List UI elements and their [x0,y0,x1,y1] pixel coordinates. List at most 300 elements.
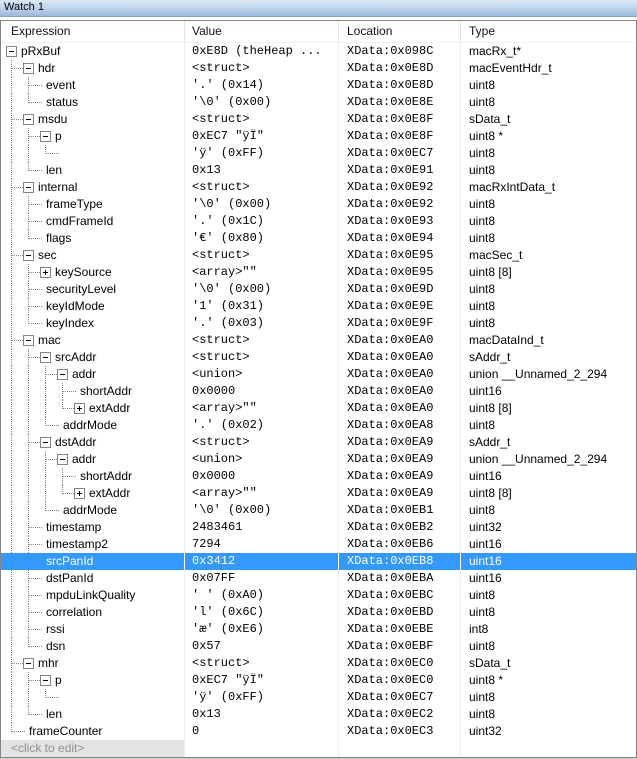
type-cell: uint8 [469,146,496,160]
tree-guide-line [11,451,12,468]
value-cell[interactable]: <struct> [185,60,339,77]
expression-label: addrMode [63,418,118,432]
expression-cell[interactable] [1,213,185,230]
value-cell[interactable]: '€' (0x80) [185,230,339,247]
expression-cell[interactable] [1,400,185,417]
location-cell: XData:0x0EA0 [339,400,461,417]
location-cell: XData:0x0E9D [339,281,461,298]
tree-guide-stub [29,238,42,239]
type-cell: uint8 [469,78,496,92]
watch-row-internal[interactable] [1,179,636,196]
expression-label: keySource [55,265,112,279]
expression-cell[interactable] [1,655,185,672]
watch-row-timestamp2[interactable] [1,536,636,553]
value-cell[interactable]: '\0' (0x00) [185,94,339,111]
collapse-minus-icon[interactable] [23,182,34,193]
expression-cell[interactable] [1,536,185,553]
watch-row-sec[interactable] [1,247,636,264]
tree-guide-line [11,689,12,706]
expression-cell[interactable] [1,468,185,485]
tree-guide-line [28,485,29,502]
type-cell: uint32 [469,724,502,738]
tree-guide-line [11,587,12,604]
expression-cell[interactable] [1,281,185,298]
tree-guide-stub [29,170,42,171]
location-cell: XData:0x0E9F [339,315,461,332]
location-cell: XData:0x0EC7 [339,145,461,162]
watch-row-pRxBuf[interactable] [1,43,636,60]
watch-row-msdu[interactable] [1,111,636,128]
location-cell: XData:0x0EB1 [339,502,461,519]
type-cell: uint8 [469,95,496,109]
type-cell: sAddr_t [469,350,511,364]
watch-row-dsn[interactable] [1,638,636,655]
type-cell: uint8 * [469,129,504,143]
value-cell[interactable]: '\0' (0x00) [185,281,339,298]
expression-cell[interactable] [1,689,185,706]
watch-row-addrMode[interactable] [1,417,636,434]
expression-cell[interactable] [1,706,185,723]
value-cell[interactable]: 0xE8D (theHeap ... [185,43,339,60]
value-cell[interactable]: 0xEC7 "ÿÏ" [185,128,339,145]
value-cell[interactable]: 0x57 [185,638,339,655]
tree-guide-stub [29,221,42,222]
collapse-minus-icon[interactable] [23,63,34,74]
value-cell[interactable]: <struct> [185,111,339,128]
tree-guide-line [11,672,12,689]
expression-label: dstAddr [55,435,97,449]
tree-guide-stub [12,731,25,732]
expression-cell[interactable] [1,332,185,349]
tree-guide-line [11,196,12,213]
tree-guide-stub [29,204,42,205]
watch-panel [0,20,637,758]
location-cell: XData:0x0E92 [339,179,461,196]
value-cell[interactable]: 0x0000 [185,383,339,400]
watch-row-keyIndex[interactable] [1,315,636,332]
type-cell: uint8 [469,639,496,653]
expression-cell[interactable] [1,111,185,128]
expression-cell[interactable] [1,145,185,162]
value-cell[interactable]: 0xEC7 "ÿÏ" [185,672,339,689]
location-cell: XData:0x0EC0 [339,655,461,672]
value-cell[interactable]: '.' (0x03) [185,315,339,332]
watch-row-len[interactable] [1,706,636,723]
watch-row-mac[interactable] [1,332,636,349]
expression-cell[interactable] [1,247,185,264]
expand-plus-icon[interactable] [74,403,85,414]
expression-cell[interactable] [1,502,185,519]
watch-row-deref[interactable] [1,145,636,162]
tree-guide-stub [29,323,42,324]
column-header-type[interactable]: Type [461,21,636,43]
type-cell: macRxIntData_t [469,180,556,194]
location-cell: XData:0x0EBF [339,638,461,655]
watch-row-addrMode[interactable] [1,502,636,519]
location-cell: XData:0x0E94 [339,230,461,247]
location-cell: XData:0x0EBC [339,587,461,604]
location-cell: XData:0x0E8D [339,60,461,77]
watch-window-titlebar[interactable] [0,0,637,17]
value-cell[interactable]: '.' (0x02) [185,417,339,434]
location-cell: XData:0x0EBE [339,621,461,638]
watch-row-rssi[interactable] [1,621,636,638]
location-cell: XData:0x0EBD [339,604,461,621]
expression-label: timestamp [46,520,102,534]
value-cell[interactable]: <array>"" [185,400,339,417]
value-cell[interactable]: 0x13 [185,706,339,723]
column-header-row [1,21,636,43]
value-cell[interactable]: <struct> [185,179,339,196]
location-cell: XData:0x0EA0 [339,366,461,383]
value-cell[interactable]: '.' (0x14) [185,77,339,94]
watch-row-status[interactable] [1,94,636,111]
tree-guide-line [11,417,12,434]
expression-label: pRxBuf [21,44,61,58]
tree-guide-stub [29,527,42,528]
value-cell[interactable]: 0x07FF [185,570,339,587]
expression-label: srcAddr [55,350,97,364]
type-cell: uint16 [469,384,502,398]
type-cell: uint8 [469,503,496,517]
watch-row-dstAddr[interactable] [1,434,636,451]
watch-row-mpduLinkQuality[interactable] [1,587,636,604]
value-cell[interactable]: 0x13 [185,162,339,179]
watch-row-deref[interactable] [1,689,636,706]
tree-guide-line [11,349,12,366]
type-cell: uint32 [469,520,502,534]
watch-row-shortAddr[interactable] [1,468,636,485]
tree-guide-line [11,519,12,536]
tree-guide-line [11,468,12,485]
expression-label: timestamp2 [46,537,109,551]
tree-guide-line [11,383,12,400]
watch-row-event[interactable] [1,77,636,94]
tree-guide-line [28,383,29,400]
value-cell[interactable]: '1' (0x31) [185,298,339,315]
expression-label: dsn [46,639,66,653]
watch-row-keyIdMode[interactable] [1,298,636,315]
value-cell[interactable]: ' ' (0xA0) [185,587,339,604]
collapse-minus-icon[interactable] [23,658,34,669]
value-cell[interactable]: 'ÿ' (0xFF) [185,145,339,162]
expression-label: rssi [46,622,65,636]
collapse-minus-icon[interactable] [23,250,34,261]
tree-guide-line [11,230,12,247]
value-cell[interactable]: <union> [185,366,339,383]
type-cell: sAddr_t [469,435,511,449]
type-cell: uint8 [469,282,496,296]
expression-cell[interactable] [1,672,185,689]
watch-row-extAddr[interactable] [1,485,636,502]
expression-cell[interactable] [1,196,185,213]
expression-cell[interactable] [1,451,185,468]
type-cell: uint8 [469,418,496,432]
expression-label: p [55,673,62,687]
tree-guide-line [11,706,12,723]
expression-label: flags [46,231,72,245]
column-header-value[interactable]: Value [185,21,339,43]
expression-cell[interactable] [1,128,185,145]
watch-row-addr[interactable] [1,451,636,468]
location-cell: XData:0x0EA9 [339,485,461,502]
tree-guide-stub [29,612,42,613]
type-cell: uint8 [8] [469,265,512,279]
type-cell: uint8 [469,231,496,245]
tree-guide-line [11,94,12,111]
expression-cell[interactable] [1,638,185,655]
collapse-minus-icon[interactable] [23,335,34,346]
expression-cell[interactable] [1,298,185,315]
location-cell: XData:0x0EA0 [339,332,461,349]
type-cell: uint8 [469,316,496,330]
expand-plus-icon[interactable] [40,267,51,278]
value-cell[interactable] [185,740,339,757]
expression-cell[interactable] [1,43,185,60]
type-cell: uint8 [469,605,496,619]
location-cell: XData:0x0EB2 [339,519,461,536]
location-cell: XData:0x0E8F [339,128,461,145]
tree-guide-line [11,502,12,519]
watch-window-title: Watch 1 [4,1,44,13]
new-watch-entry-row[interactable] [1,740,636,757]
expression-cell[interactable] [1,383,185,400]
type-cell: uint8 [469,588,496,602]
type-cell: int8 [469,622,489,636]
value-cell[interactable]: <array>"" [185,485,339,502]
value-cell[interactable]: '.' (0x1C) [185,213,339,230]
type-cell: macDataInd_t [469,333,544,347]
watch-row-shortAddr[interactable] [1,383,636,400]
expression-label: extAddr [89,401,131,415]
column-header-expression[interactable]: Expression [1,21,185,43]
value-cell[interactable]: <union> [185,451,339,468]
tree-guide-line [11,485,12,502]
collapse-minus-icon[interactable] [6,46,17,57]
collapse-minus-icon[interactable] [40,352,51,363]
expression-cell[interactable] [1,604,185,621]
tree-guide-line [28,145,29,162]
expression-label: shortAddr [80,469,133,483]
location-cell: XData:0x0E92 [339,196,461,213]
location-cell: XData:0x0E8E [339,94,461,111]
column-header-location[interactable]: Location [339,21,461,43]
expression-cell[interactable] [1,740,185,757]
type-cell: uint16 [469,571,502,585]
value-cell[interactable]: <struct> [185,332,339,349]
tree-guide-line [11,621,12,638]
location-cell: XData:0x0E95 [339,264,461,281]
expression-cell[interactable] [1,315,185,332]
location-cell: XData:0x0EBA [339,570,461,587]
type-cell: macRx_t* [469,44,522,58]
tree-guide-line [11,366,12,383]
location-cell: XData:0x0EC2 [339,706,461,723]
tree-guide-line [11,213,12,230]
expression-label: addrMode [63,503,118,517]
watch-row-flags[interactable] [1,230,636,247]
watch-row-addr[interactable] [1,366,636,383]
watch-row-len[interactable] [1,162,636,179]
expression-label: correlation [46,605,103,619]
watch-row-dstPanId[interactable] [1,570,636,587]
value-cell[interactable]: 0x3412 [185,553,339,570]
location-cell: XData:0x0E93 [339,213,461,230]
watch-row-srcAddr[interactable] [1,349,636,366]
value-cell[interactable]: <struct> [185,247,339,264]
expression-cell[interactable] [1,570,185,587]
watch-row-p[interactable] [1,672,636,689]
value-cell[interactable]: 7294 [185,536,339,553]
type-cell: uint16 [469,469,502,483]
expression-label: internal [38,180,78,194]
expression-cell[interactable] [1,264,185,281]
expression-cell[interactable] [1,162,185,179]
expression-cell[interactable] [1,349,185,366]
tree-guide-stub [46,697,59,698]
tree-guide-stub [63,391,76,392]
tree-guide-stub [46,425,59,426]
tree-guide-line [28,468,29,485]
tree-guide-line [45,485,46,502]
type-cell: uint8 [469,214,496,228]
location-cell: XData:0x0E91 [339,162,461,179]
location-cell: XData:0x0EC3 [339,723,461,740]
tree-guide-stub [29,595,42,596]
watch-row-p[interactable] [1,128,636,145]
watch-row-keySource[interactable] [1,264,636,281]
watch-row-mhr[interactable] [1,655,636,672]
watch-row-frameType[interactable] [1,196,636,213]
tree-guide-line [28,400,29,417]
tree-guide-stub [29,306,42,307]
value-cell[interactable]: 'l' (0x6C) [185,604,339,621]
location-cell: XData:0x0E95 [339,247,461,264]
watch-row-securityLevel[interactable] [1,281,636,298]
value-cell[interactable]: '\0' (0x00) [185,196,339,213]
expression-label: cmdFrameId [46,214,114,228]
expression-cell[interactable] [1,94,185,111]
type-cell: macSec_t [469,248,523,262]
tree-guide-line [11,570,12,587]
expression-cell[interactable] [1,553,185,570]
type-cell: uint8 [8] [469,401,512,415]
tree-guide-line [11,604,12,621]
value-cell[interactable]: 0 [185,723,339,740]
tree-guide-line [28,689,29,706]
value-cell[interactable]: 'ÿ' (0xFF) [185,689,339,706]
expression-label: status [46,95,79,109]
watch-row-timestamp[interactable] [1,519,636,536]
watch-row-srcPanId[interactable] [1,553,636,570]
tree-guide-line [45,383,46,400]
value-cell[interactable]: <struct> [185,349,339,366]
value-cell[interactable]: 0x0000 [185,468,339,485]
tree-guide-line [11,77,12,94]
expression-cell[interactable] [1,434,185,451]
expression-label: mpduLinkQuality [46,588,136,602]
expression-cell[interactable] [1,366,185,383]
type-cell: uint16 [461,553,636,570]
value-cell[interactable]: 2483461 [185,519,339,536]
expression-cell[interactable] [1,723,185,740]
expand-plus-icon[interactable] [74,488,85,499]
expression-label: event [46,78,76,92]
value-cell[interactable]: <struct> [185,655,339,672]
collapse-minus-icon[interactable] [57,369,68,380]
watch-row-extAddr[interactable] [1,400,636,417]
expression-cell[interactable] [1,179,185,196]
expression-cell[interactable] [1,60,185,77]
value-cell[interactable]: <struct> [185,434,339,451]
tree-guide-line [11,434,12,451]
tree-guide-line [11,638,12,655]
expression-cell[interactable] [1,621,185,638]
expression-label: sec [38,248,57,262]
tree-guide-line [28,451,29,468]
tree-guide-stub [29,646,42,647]
location-cell: XData:0x0EA9 [339,434,461,451]
expression-cell[interactable] [1,587,185,604]
expression-label: frameCounter [29,724,103,738]
expression-cell[interactable] [1,230,185,247]
collapse-minus-icon[interactable] [40,131,51,142]
location-cell: XData:0x0EA8 [339,417,461,434]
collapse-minus-icon[interactable] [57,454,68,465]
expression-label: mhr [38,656,59,670]
expression-label: mac [38,333,61,347]
expression-label: addr [72,367,97,381]
expression-label: addr [72,452,97,466]
location-cell: XData:0x0EB6 [339,536,461,553]
collapse-minus-icon[interactable] [40,675,51,686]
expression-cell[interactable] [1,77,185,94]
value-cell[interactable]: '\0' (0x00) [185,502,339,519]
value-cell[interactable]: 'æ' (0xE6) [185,621,339,638]
collapse-minus-icon[interactable] [23,114,34,125]
watch-row-frameCounter[interactable] [1,723,636,740]
watch-row-hdr[interactable] [1,60,636,77]
expression-cell[interactable] [1,485,185,502]
tree-guide-stub [29,714,42,715]
tree-guide-line [28,417,29,434]
location-cell: XData:0x0EB8 [339,553,461,570]
type-cell: uint8 [8] [469,486,512,500]
type-cell: uint8 * [469,673,504,687]
tree-guide-stub [46,510,59,511]
expression-cell[interactable] [1,519,185,536]
expression-label: srcPanId [46,554,94,568]
location-cell: XData:0x0EC7 [339,689,461,706]
expression-label: p [55,129,62,143]
tree-guide-line [45,468,46,485]
location-cell: XData:0x0E9E [339,298,461,315]
tree-guide-line [28,502,29,519]
type-cell: uint8 [469,163,496,177]
type-cell: uint8 [469,197,496,211]
value-cell[interactable]: <array>"" [185,264,339,281]
tree-guide-line [11,281,12,298]
type-cell [461,740,636,757]
expression-label: msdu [38,112,68,126]
type-cell: union __Unnamed_2_294 [469,452,608,466]
watch-row-cmdFrameId[interactable] [1,213,636,230]
tree-guide-stub [29,289,42,290]
location-cell: XData:0x0EC0 [339,672,461,689]
watch-row-correlation[interactable] [1,604,636,621]
collapse-minus-icon[interactable] [40,437,51,448]
expression-cell[interactable] [1,417,185,434]
